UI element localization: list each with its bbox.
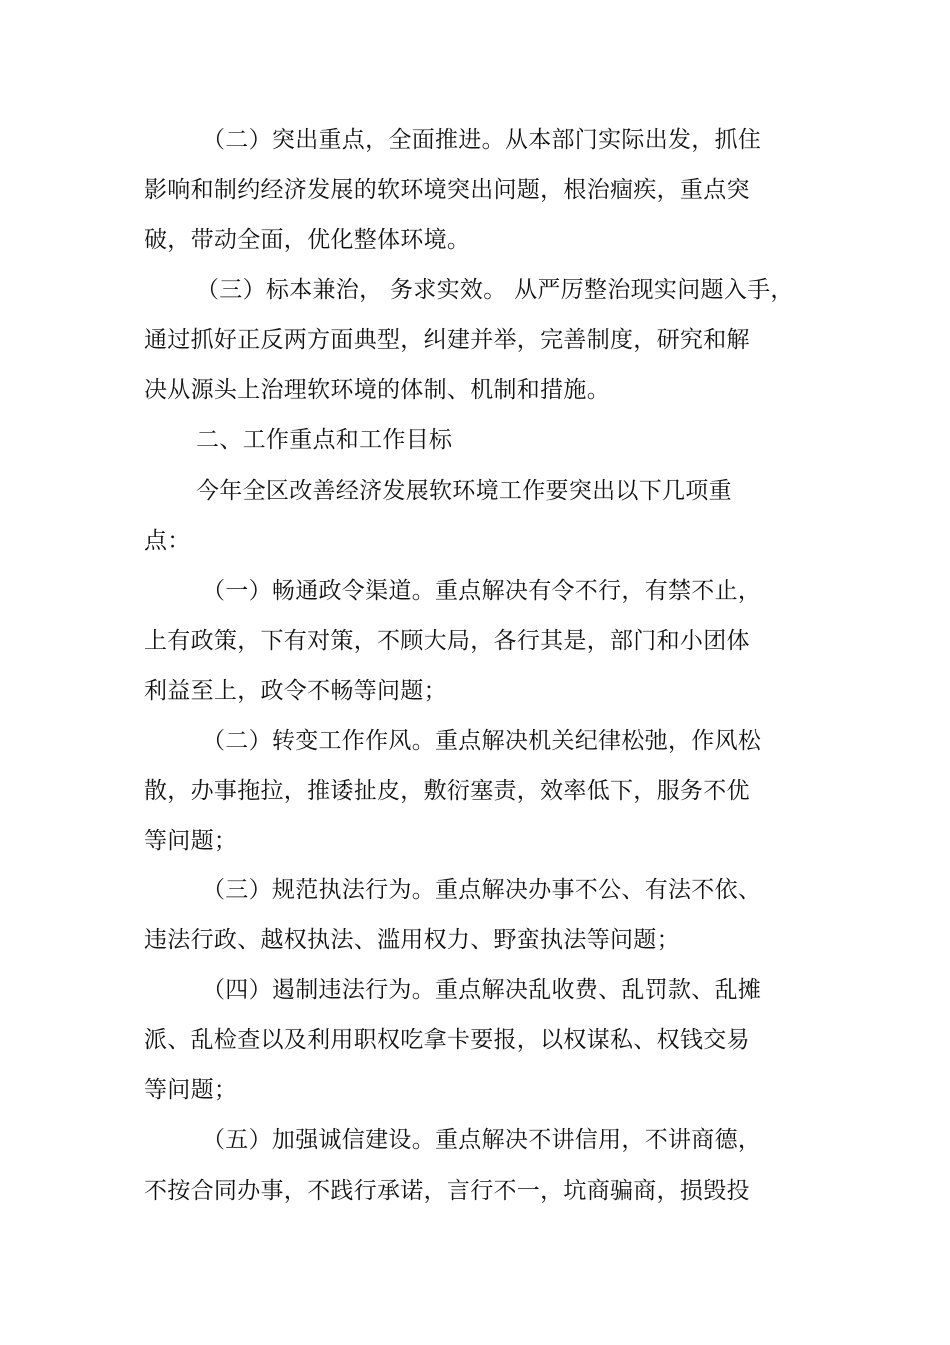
paragraph-line: 破，带动全面，优化整体环境。 [144,227,471,253]
paragraph-line: （四）遏制违法行为。重点解决乱收费、乱罚款、乱摊 [202,977,762,1003]
paragraph-line: 等问题； [144,828,238,854]
paragraph-line: 等问题； [144,1077,238,1103]
paragraph-line: （三）规范执法行为。重点解决办事不公、有法不依、 [202,877,762,903]
paragraph-line: 今年全区改善经济发展软环境工作要突出以下几项重 [196,478,732,504]
paragraph-line: 决从源头上治理软环境的体制、机制和措施。 [144,377,610,403]
paragraph-line: 不按合同办事，不践行承诺，言行不一，坑商骗商，损毁投 [144,1178,750,1204]
paragraph-line: （五）加强诚信建设。重点解决不讲信用，不讲商德， [202,1127,762,1153]
section-heading: 二、工作重点和工作目标 [196,427,453,453]
paragraph-line: （二）突出重点，全面推进。从本部门实际出发，抓住 [202,127,762,153]
paragraph-line: （三）标本兼治， 务求实效。 从严厉整治现实问题入手， [196,277,794,303]
paragraph-line: 违法行政、越权执法、滥用权力、野蛮执法等问题； [144,927,680,953]
paragraph-line: （二）转变工作作风。重点解决机关纪律松弛，作风松 [202,728,762,754]
paragraph-line: 上有政策，下有对策，不顾大局，各行其是，部门和小团体 [144,628,750,654]
paragraph-line: 利益至上，政令不畅等问题； [144,678,447,704]
paragraph-line: 通过抓好正反两方面典型，纠建并举，完善制度，研究和解 [144,327,750,353]
paragraph-line: 点： [144,528,191,554]
paragraph-line: 派、乱检查以及利用职权吃拿卡要报，以权谋私、权钱交易 [144,1027,750,1053]
paragraph-line: 影响和制约经济发展的软环境突出问题，根治痼疾，重点突 [144,177,750,203]
paragraph-line: 散，办事拖拉，推诿扯皮，敷衍塞责，效率低下，服务不优 [144,778,750,804]
paragraph-line: （一）畅通政令渠道。重点解决有令不行，有禁不止， [202,578,762,604]
